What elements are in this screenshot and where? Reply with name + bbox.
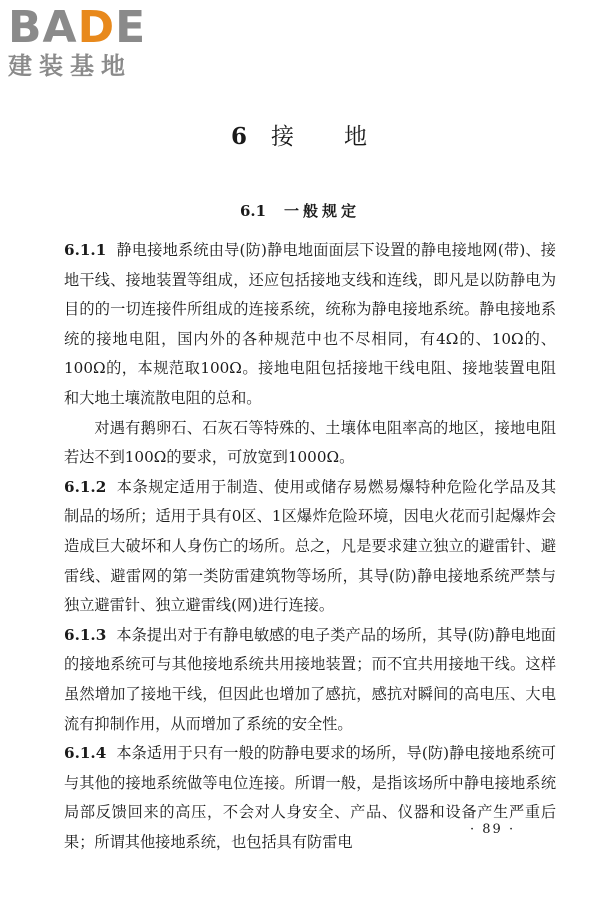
- clause-text: 本条适用于只有一般的防静电要求的场所，导(防)静电接地系统可与其他的接地系统做等电位连接。所谓一般，是指该场所中静电接地系统局部反馈回来的高压，不会对人身安全、产品、仪器和设备产生严重后果；所谓其他接地系统，也包括具有防雷电: [64, 744, 556, 851]
- clause-number: 6.1.3: [64, 625, 107, 644]
- clause-paragraph: [64, 621, 556, 739]
- clause-paragraph: [64, 473, 556, 621]
- logo-wordmark: BADE: [8, 2, 147, 53]
- chapter-title-char-2: 地: [344, 124, 369, 150]
- clause-paragraph: [64, 739, 556, 857]
- clause-text: 本条提出对于有静电敏感的电子类产品的场所，其导(防)静电地面的接地系统可与其他接地系统共用接地装置；而不宜共用接地干线。这样虽然增加了接地干线，但因此也增加了感抗，感抗对瞬间的高电压、大电流有抑制作用，从而增加了系统的安全性。: [64, 625, 556, 733]
- page-number: · 89 ·: [470, 822, 516, 837]
- clause-paragraph: 对遇有鹅卵石、石灰石等特殊的、土壤体电阻率高的地区，接地电阻若达不到100Ω的要求，可放宽到1000Ω。: [64, 418, 556, 467]
- clause-text: 本条规定适用于制造、使用或储存易燃易爆特种危险化学品及其制品的场所；适用于具有0区、1区爆炸危险环境，因电火花而引起爆炸会造成巨大破坏和人身伤亡的场所。总之，凡是要求建立独立的避雷针、避雷线、避雷网的第一类防雷建筑物等场所，其导(防)静电接地系统严禁与独立避雷针、独立避雷线(网)进行连接。: [64, 477, 556, 615]
- body-text: [64, 236, 556, 857]
- clause-paragraph: [64, 236, 556, 414]
- chapter-title-char-1: 接: [271, 124, 296, 150]
- logo: [8, 2, 147, 80]
- clause-number: 6.1.1: [64, 241, 107, 259]
- section-number: 6.1: [239, 202, 267, 220]
- section-title: [0, 200, 600, 221]
- chapter-number: 6: [230, 123, 249, 150]
- logo-subtitle: 建装基地: [8, 52, 132, 80]
- clause-number: 6.1.4: [64, 744, 107, 763]
- clause-text: 静电接地系统由导(防)静电地面面层下设置的静电接地网(带)、接地干线、接地装置等组成，还应包括接地支线和连线，即凡是以防静电为目的的一切连接件所组成的连接系统，统称为静电接地系统。静电接地系统的接地电阻，国内外的各种规范中也不尽相同，有4Ω的、10Ω的、100Ω的，本规范取100Ω。接地电阻包括接地干线电阻、接地装置电阻和大地土壤流散电阻的总和。: [64, 241, 556, 407]
- clause-number: 6.1.2: [64, 477, 107, 496]
- section-name: 一般规定: [284, 202, 361, 220]
- chapter-title: [0, 118, 600, 151]
